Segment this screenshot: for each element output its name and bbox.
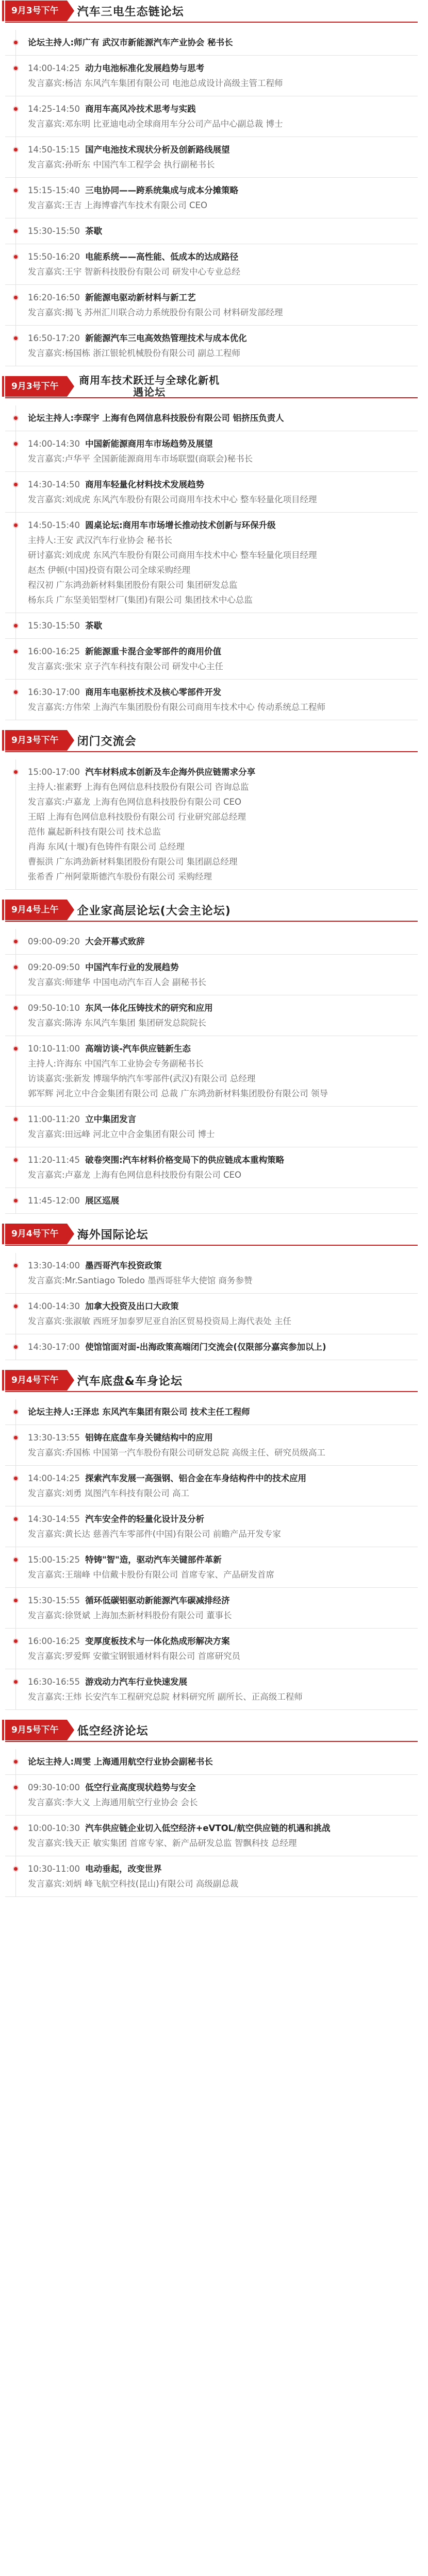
- agenda-item-heading: [28, 249, 418, 264]
- speaker-line: 肖海 东风(十堰)有色铸件有限公司 总经理: [28, 842, 185, 852]
- agenda-item-heading: [28, 1552, 418, 1567]
- timeline-dot-icon: [13, 1435, 19, 1440]
- speaker-line: 曹振洪 广东鸿劲新材料集团股份有限公司 集团副总经理: [28, 857, 238, 867]
- agenda-item: [5, 137, 418, 178]
- timeline-dot-icon: [13, 1638, 19, 1644]
- timeline-dot-icon: [13, 415, 19, 421]
- agenda-topic: 特铸"智"造，驱动汽车关键部件革新: [85, 1555, 222, 1565]
- agenda-time: 09:30-10:00: [28, 1783, 80, 1792]
- session-2: [5, 730, 418, 899]
- speaker-line: 赵杰 伊顿(中国)投资有限公司全球采购经理: [28, 565, 191, 575]
- agenda-topic: 茶歇: [85, 226, 103, 236]
- timeline-dot-icon: [13, 623, 19, 629]
- agenda-item-heading: [28, 1821, 418, 1836]
- agenda-item-heading: [28, 290, 418, 305]
- date-tag: 9月3号下午: [5, 376, 67, 397]
- agenda-time: 13:30-13:55: [28, 1433, 80, 1443]
- speaker-line: 发言嘉宾:刘成虎 东风汽车股份有限公司商用车技术中心 整车轻量化项目经理: [28, 495, 317, 504]
- agenda-topic: 汽车供应链企业切入低空经济+eVTOL/航空供应链的机遇和挑战: [85, 1823, 331, 1833]
- agenda-time: 15:00-15:25: [28, 1555, 80, 1565]
- section-spacer: [5, 1214, 418, 1223]
- agenda-item-heading: [28, 1153, 418, 1167]
- section-title: 海外国际论坛: [77, 1228, 149, 1242]
- agenda-item: [5, 513, 418, 613]
- section-header: [5, 376, 418, 398]
- agenda-time: 16:00-16:25: [28, 647, 80, 656]
- agenda-item-heading: [28, 142, 418, 157]
- timeline-dot-icon: [13, 1303, 19, 1309]
- agenda-time: 14:30-14:55: [28, 1514, 80, 1524]
- speaker-line: 发言嘉宾:师建华 中国电动汽车百人会 副秘书长: [28, 977, 207, 987]
- agenda-topic: 国产电池技术现状分析及创新路线展望: [85, 145, 230, 155]
- agenda-topic: 高端访谈-汽车供应链新生态: [85, 1044, 191, 1054]
- agenda-item-heading: [28, 765, 418, 779]
- timeline-dot-icon: [13, 1046, 19, 1052]
- speaker-line: 发言嘉宾:刘炳 峰飞航空科技(昆山)有限公司 高级副总裁: [28, 1879, 239, 1889]
- timeline-dot-icon: [13, 1476, 19, 1481]
- speaker-line: 发言嘉宾:黄长达 慈善汽车零部件(中国)有限公司 前瞻产品开发专家: [28, 1529, 281, 1539]
- speaker-line: 程汉初 广东鸿劲新材料集团股份有限公司 集团研发总监: [28, 580, 238, 590]
- agenda-item-heading: [28, 685, 418, 700]
- agenda-item-heading: [28, 331, 418, 346]
- speaker-line: 发言嘉宾:方伟荣 上海汽车集团股份有限公司商用车技术中心 传动系统总工程师: [28, 702, 326, 712]
- agenda-item-heading: [28, 518, 418, 533]
- agenda-item-heading: [28, 1861, 418, 1876]
- timeline-dot-icon: [13, 1263, 19, 1268]
- date-tag: 9月3号下午: [5, 730, 67, 751]
- agenda-item: [5, 96, 418, 137]
- agenda-item: [5, 1294, 418, 1334]
- agenda-topic: 新能源电驱动新材料与新工艺: [85, 293, 196, 302]
- agenda-time: 10:10-11:00: [28, 1044, 80, 1054]
- timeline-dot-icon: [13, 335, 19, 341]
- agenda-topic: 茶歇: [85, 621, 103, 631]
- agenda-item-heading: [28, 1041, 418, 1056]
- agenda-item-heading: [28, 960, 418, 975]
- section-spacer: [5, 720, 418, 730]
- speaker-line: 张希香 广州阿蒙斯德汽车股份有限公司 采购经理: [28, 872, 212, 882]
- agenda-item: [5, 1629, 418, 1669]
- timeline-dot-icon: [13, 522, 19, 528]
- agenda-time: 14:00-14:25: [28, 1473, 80, 1483]
- section-header: [5, 1719, 418, 1742]
- timeline-dot-icon: [13, 1116, 19, 1122]
- agenda-item: [5, 178, 418, 218]
- agenda-topic: 游戏动力汽车行业快速发展: [85, 1677, 188, 1687]
- speaker-line: 研讨嘉宾:刘成虎 东风汽车股份有限公司商用车技术中心 整车轻量化项目经理: [28, 550, 317, 560]
- agenda-topic: 中国汽车行业的发展趋势: [85, 962, 179, 972]
- agenda-item-heading: [28, 183, 418, 198]
- moderator-row: [5, 30, 418, 56]
- timeline-dot-icon: [13, 1157, 19, 1163]
- agenda-item: [5, 1669, 418, 1710]
- speaker-line: 发言嘉宾:张淑敏 西班牙加泰罗尼亚自治区贸易投资局上海代表处 主任: [28, 1316, 292, 1326]
- agenda-item: [5, 244, 418, 285]
- speaker-line: 发言嘉宾:杨国栋 浙江银轮机械股份有限公司 副总工程师: [28, 348, 241, 358]
- agenda-item-heading: [28, 1471, 418, 1486]
- timeline-dot-icon: [13, 106, 19, 112]
- agenda-time: 15:00-17:00: [28, 767, 80, 777]
- agenda-topic: 中国新能源商用车市场趋势及展望: [85, 439, 213, 449]
- agenda-time: 11:00-11:20: [28, 1114, 80, 1124]
- agenda-topic: 商用车高风冷技术思考与实践: [85, 104, 196, 114]
- speaker-line: 主持人:许海东 中国汽车工业协会专务副秘书长: [28, 1059, 204, 1069]
- agenda-item: [5, 431, 418, 472]
- session-4: [5, 1223, 418, 1369]
- timeline-dot-icon: [13, 1005, 19, 1011]
- agenda-item: [5, 639, 418, 680]
- timeline-dot-icon: [13, 65, 19, 71]
- agenda-item-heading: [28, 1340, 418, 1354]
- section-header: [5, 1223, 418, 1246]
- agenda-item-heading: [28, 1112, 418, 1127]
- agenda-item: [5, 1466, 418, 1506]
- agenda-topic: 展区巡展: [85, 1196, 120, 1206]
- timeline-dot-icon: [13, 1759, 19, 1765]
- speaker-line: 发言嘉宾:王炜 长安汽车工程研究总院 材料研究所 副所长、正高级工程师: [28, 1692, 303, 1702]
- section-spacer: [5, 1710, 418, 1719]
- timeline-dot-icon: [13, 649, 19, 654]
- moderator-row: [5, 405, 418, 431]
- agenda-time: 15:30-15:55: [28, 1596, 80, 1605]
- timeline-dot-icon: [13, 441, 19, 447]
- agenda-time: 14:50-15:40: [28, 520, 80, 530]
- agenda-time: 15:30-15:50: [28, 226, 80, 236]
- section-title: 低空经济论坛: [77, 1724, 149, 1738]
- speaker-line: 发言嘉宾:邓东明 比亚迪电动全球商用车分公司产品中心副总裁 博士: [28, 119, 283, 129]
- agenda-item: [5, 1147, 418, 1188]
- agenda-topic: 东风一体化压铸技术的研究和应用: [85, 1003, 213, 1013]
- speaker-line: 发言嘉宾:钱天正 敏实集团 首席专家、新产品研发总监 智飘科技 总经理: [28, 1838, 297, 1848]
- agenda-topic: 新能源重卡混合金零部件的商用价值: [85, 647, 222, 656]
- agenda-time: 09:00-09:20: [28, 937, 80, 946]
- timeline-dot-icon: [13, 1598, 19, 1603]
- speaker-line: 发言嘉宾:王吉 上海博睿汽车技术有限公司 CEO: [28, 200, 207, 210]
- agenda-time: 10:00-10:30: [28, 1823, 80, 1833]
- timeline-dot-icon: [13, 1344, 19, 1350]
- agenda-item: [5, 995, 418, 1036]
- speaker-line: 发言嘉宾:王宇 智新科技股份有限公司 研发中心专业总经: [28, 267, 241, 277]
- agenda-time: 16:30-16:55: [28, 1677, 80, 1687]
- timeline-dot-icon: [13, 482, 19, 487]
- agenda-item-heading: [28, 1512, 418, 1527]
- agenda-item: [5, 1036, 418, 1107]
- agenda-item-heading: [28, 934, 418, 949]
- timeline-dot-icon: [13, 228, 19, 234]
- agenda-item: [5, 56, 418, 96]
- agenda-item-heading: [28, 1299, 418, 1314]
- timeline-dot-icon: [13, 254, 19, 260]
- section-header: [5, 899, 418, 922]
- agenda-item-heading: [28, 618, 418, 633]
- agenda-time: 15:15-15:40: [28, 185, 80, 195]
- agenda-item-heading: [28, 477, 418, 492]
- timeline-dot-icon: [13, 964, 19, 970]
- agenda-item-heading: [28, 61, 418, 76]
- agenda-item: [5, 1334, 418, 1360]
- agenda-item: [5, 326, 418, 366]
- agenda-item-heading: [28, 436, 418, 451]
- section-title: 商用车技术跃迁与全球化新机遇论坛: [79, 374, 220, 398]
- moderator-text: 论坛主持人:王泽忠 东风汽车集团有限公司 技术主任工程师: [28, 1407, 250, 1417]
- timeline-dot-icon: [13, 1825, 19, 1831]
- timeline-dot-icon: [13, 40, 19, 45]
- agenda-item: [5, 1253, 418, 1294]
- date-tag: 9月3号下午: [5, 1, 67, 21]
- agenda-time: 14:50-15:15: [28, 145, 80, 155]
- speaker-line: 范伟 赢起新科技有限公司 技术总监: [28, 827, 161, 837]
- agenda-topic: 循环低碳铝驱动新能源汽车碳减排经济: [85, 1596, 230, 1605]
- date-tag: 9月4号下午: [5, 1370, 67, 1391]
- agenda-item: [5, 1107, 418, 1147]
- section-title: 汽车三电生态链论坛: [77, 5, 184, 19]
- agenda-item-heading: [28, 224, 418, 239]
- agenda-item: [5, 955, 418, 995]
- speaker-line: 发言嘉宾:Mr.Santiago Toledo 墨西哥驻华大使馆 商务参赞: [28, 1276, 253, 1285]
- session-0: [5, 0, 418, 376]
- speaker-line: 发言嘉宾:杨洁 东风汽车集团有限公司 电池总成设计高级主管工程师: [28, 78, 283, 88]
- timeline-dot-icon: [13, 147, 19, 152]
- speaker-line: 主持人:崔素野 上海有色网信息科技股份有限公司 咨询总监: [28, 782, 249, 792]
- agenda-item: [5, 1775, 418, 1816]
- agenda-item: [5, 218, 418, 244]
- timeline-dot-icon: [13, 1516, 19, 1522]
- speaker-line: 发言嘉宾:李大义 上海通用航空行业协会 会长: [28, 1798, 198, 1807]
- agenda-time: 14:00-14:25: [28, 63, 80, 73]
- agenda-topic: 墨西哥汽车投资政策: [85, 1261, 162, 1270]
- agenda-item-heading: [28, 1674, 418, 1689]
- agenda-topic: 商用车轻量化材料技术发展趋势: [85, 480, 205, 489]
- agenda-time: 14:00-14:30: [28, 1301, 80, 1311]
- timeline-dot-icon: [13, 1679, 19, 1685]
- moderator-row: [5, 1749, 418, 1775]
- agenda-time: 16:20-16:50: [28, 293, 80, 302]
- agenda-topic: 变厚度板技术与一体化热成形解决方案: [85, 1636, 230, 1646]
- agenda-time: 11:45-12:00: [28, 1196, 80, 1206]
- speaker-line: 发言嘉宾:张宋 京子汽车科技有限公司 研发中心主任: [28, 662, 224, 671]
- timeline-dot-icon: [13, 1198, 19, 1204]
- agenda-item-heading: [28, 1634, 418, 1649]
- section-title: 闭门交流会: [77, 735, 137, 748]
- timeline-dot-icon: [13, 295, 19, 300]
- section-title: 汽车底盘&车身论坛: [77, 1375, 183, 1388]
- agenda-time: 14:25-14:50: [28, 104, 80, 114]
- agenda-item: [5, 680, 418, 720]
- section-header: [5, 730, 418, 752]
- agenda-item-heading: [28, 1193, 418, 1208]
- date-tag: 9月4号下午: [5, 1224, 67, 1244]
- agenda-item: [5, 1506, 418, 1547]
- agenda-item: [5, 285, 418, 326]
- speaker-line: 发言嘉宾:刘勇 岚图汽车科技有限公司 高工: [28, 1488, 190, 1498]
- agenda-item: [5, 613, 418, 639]
- agenda-item-heading: [28, 1258, 418, 1273]
- date-tag: 9月5号下午: [5, 1720, 67, 1740]
- section-spacer: [5, 890, 418, 899]
- agenda-time: 14:00-14:30: [28, 439, 80, 449]
- section-spacer: [5, 1897, 418, 1906]
- agenda-topic: 加拿大投资及出口大政策: [85, 1301, 179, 1311]
- speaker-line: 郭军辉 河北立中合金集团有限公司 总裁 广东鸿劲新材料集团股份有限公司 领导: [28, 1089, 328, 1098]
- agenda-topic: 低空行业高度现状趋势与安全: [85, 1783, 196, 1792]
- speaker-line: 杨东兵 广东坚美铝型材厂(集团)有限公司 集团技术中心总监: [28, 595, 253, 605]
- agenda-topic: 商用车电驱桥技术及核心零部件开发: [85, 687, 222, 697]
- agenda-time: 10:30-11:00: [28, 1864, 80, 1874]
- agenda-topic: 铝铸在底盘车身关键结构中的应用: [85, 1433, 213, 1443]
- speaker-line: 主持人:王安 武汉汽车行业协会 秘书长: [28, 535, 173, 545]
- agenda-item-heading: [28, 1593, 418, 1608]
- agenda-item-heading: [28, 1780, 418, 1795]
- timeline-dot-icon: [13, 1785, 19, 1790]
- speaker-line: 发言嘉宾:陈涛 东风汽车集团 集团研发总院院长: [28, 1018, 207, 1028]
- agenda-time: 15:50-16:20: [28, 252, 80, 262]
- agenda-topic: 探索汽车发展一高强钢、铝合金在车身结构件中的技术应用: [85, 1473, 307, 1483]
- agenda-topic: 汽车安全件的轻量化设计及分析: [85, 1514, 205, 1524]
- moderator-row: [5, 1399, 418, 1425]
- agenda-time: 13:30-14:00: [28, 1261, 80, 1270]
- agenda-time: 14:30-14:50: [28, 480, 80, 489]
- agenda-time: 16:50-17:20: [28, 333, 80, 343]
- agenda-item: [5, 1547, 418, 1588]
- session-1: [5, 376, 418, 730]
- section-title: 企业家高层论坛(大会主论坛): [77, 904, 231, 918]
- speaker-line: 发言嘉宾:乔国栋 中国第一汽车股份有限公司研发总院 高级主任、研究员级高工: [28, 1448, 326, 1458]
- agenda-topic: 动力电池标准化发展趋势与思考: [85, 63, 205, 73]
- speaker-line: 发言嘉宾:徐贤斌 上海加杰新材料股份有限公司 董事长: [28, 1611, 232, 1620]
- moderator-text: 论坛主持人:李琛宇 上海有色网信息科技股份有限公司 铝挤压负责人: [28, 413, 284, 423]
- timeline-dot-icon: [13, 1866, 19, 1872]
- agenda-item: [5, 1856, 418, 1897]
- moderator-text: 论坛主持人:周雯 上海通用航空行业协会副秘书长: [28, 1757, 213, 1767]
- moderator-text: 论坛主持人:师广有 武汉市新能源汽车产业协会 秘书长: [28, 38, 233, 47]
- speaker-line: 访谈嘉宾:张新发 博瑞华纳汽车零部件(武汉)有限公司 总经理: [28, 1074, 256, 1083]
- agenda-topic: 新能源汽车三电高效热管理技术与成本优化: [85, 333, 247, 343]
- agenda-time: 09:50-10:10: [28, 1003, 80, 1013]
- agenda-item: [5, 1816, 418, 1856]
- agenda-item-heading: [28, 1001, 418, 1015]
- agenda-topic: 三电协同——跨系统集成与成本分摊策略: [85, 185, 239, 195]
- speaker-line: 发言嘉宾:卢嘉龙 上海有色网信息科技股份有限公司 CEO: [28, 1170, 241, 1180]
- agenda-topic: 圆桌论坛:商用车市场增长推动技术创新与环保升级: [85, 520, 276, 530]
- timeline-dot-icon: [13, 689, 19, 695]
- timeline-dot-icon: [13, 769, 19, 775]
- timeline-dot-icon: [13, 1409, 19, 1415]
- agenda-topic: 使馆馆面对面-出海政策高端闭门交流会(仅限部分嘉宾参加以上): [85, 1342, 326, 1352]
- agenda-topic: 大会开幕式致辞: [85, 937, 145, 946]
- speaker-line: 发言嘉宾:卢嘉龙 上海有色网信息科技股份有限公司 CEO: [28, 797, 241, 807]
- agenda-item: [5, 1588, 418, 1629]
- speaker-line: 王昭 上海有色网信息科技股份有限公司 行业研究部总经理: [28, 812, 246, 822]
- timeline-dot-icon: [13, 939, 19, 944]
- agenda-topic: 电动垂起，改变世界: [85, 1864, 162, 1874]
- section-header: [5, 1369, 418, 1392]
- agenda-item: [5, 472, 418, 513]
- agenda-item: [5, 929, 418, 955]
- speaker-line: 发言嘉宾:王瑞峰 中信戴卡股份有限公司 首席专家、产品研发首席: [28, 1570, 275, 1580]
- agenda-time: 11:20-11:45: [28, 1155, 80, 1165]
- agenda-item: [5, 1425, 418, 1466]
- timeline-dot-icon: [13, 188, 19, 193]
- speaker-line: 发言嘉宾:卢华平 全国新能源商用车市场联盟(商联会)秘书长: [28, 454, 253, 464]
- section-header: [5, 0, 418, 23]
- agenda-topic: 破卷突围:汽车材料价格变局下的供应链成本重构策略: [85, 1155, 285, 1165]
- speaker-line: 发言嘉宾:孙昕东 中国汽车工程学会 执行副秘书长: [28, 160, 215, 170]
- agenda-topic: 电能系统——高性能、低成本的达成路径: [85, 252, 239, 262]
- agenda-item-heading: [28, 101, 418, 116]
- agenda-time: 15:30-15:50: [28, 621, 80, 631]
- agenda-time: 09:20-09:50: [28, 962, 80, 972]
- speaker-line: 发言嘉宾:揭飞 苏州汇川联合动力系统股份有限公司 材料研发部经理: [28, 308, 283, 317]
- agenda-time: 16:00-16:25: [28, 1636, 80, 1646]
- section-spacer: [5, 1360, 418, 1369]
- speaker-line: 发言嘉宾:田远峰 河北立中合金集团有限公司 博士: [28, 1129, 215, 1139]
- agenda-item: [5, 1188, 418, 1214]
- timeline-dot-icon: [13, 1557, 19, 1563]
- speaker-line: 发言嘉宾:罗爱辉 安徽宝钢银通材料有限公司 首席研究员: [28, 1651, 241, 1661]
- agenda-time: 16:30-17:00: [28, 687, 80, 697]
- agenda-item-heading: [28, 1430, 418, 1445]
- agenda-topic: 立中集团发言: [85, 1114, 137, 1124]
- agenda-time: 14:30-17:00: [28, 1342, 80, 1352]
- agenda-item-heading: [28, 644, 418, 659]
- session-3: [5, 899, 418, 1223]
- session-5: [5, 1369, 418, 1719]
- session-6: [5, 1719, 418, 1906]
- date-tag: 9月4号上午: [5, 900, 67, 920]
- agenda-topic: 汽车材料成本创新及车企海外供应链需求分享: [85, 767, 256, 777]
- agenda-item: [5, 759, 418, 890]
